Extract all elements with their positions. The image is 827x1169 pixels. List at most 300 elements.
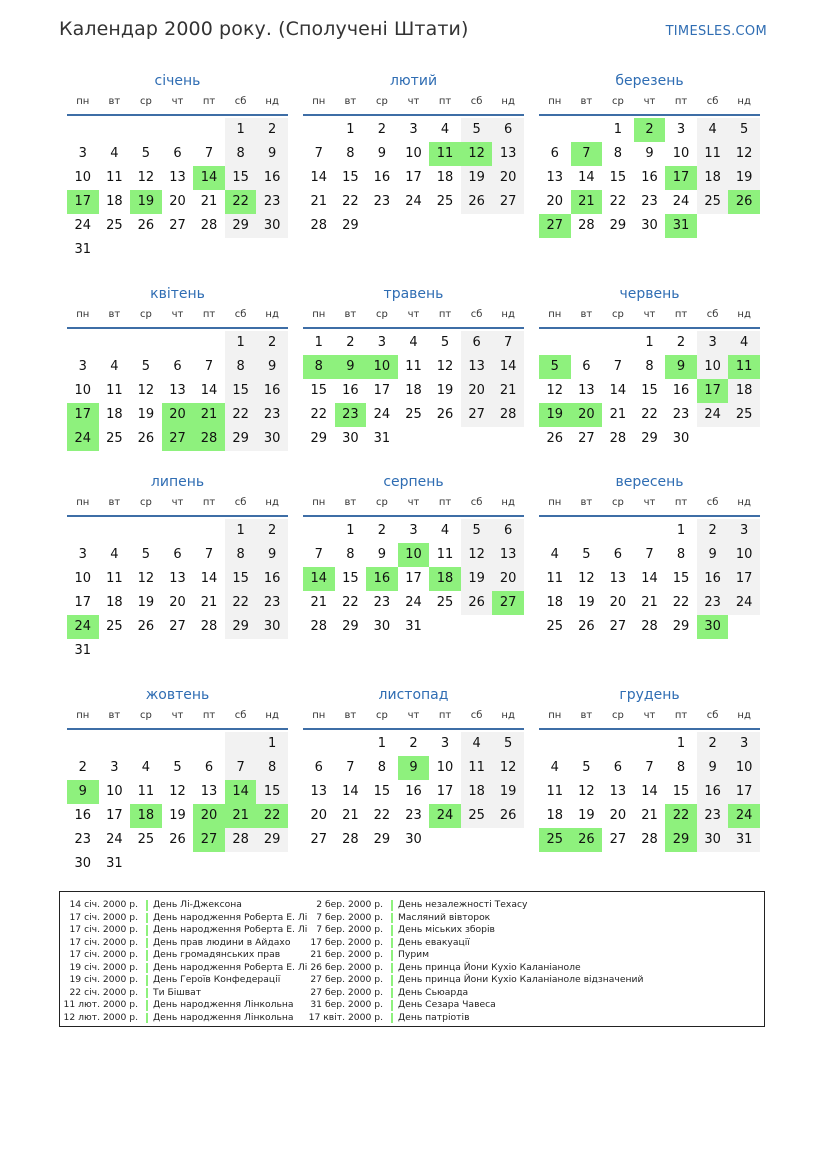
week-row — [303, 615, 524, 639]
day-cell: 18 — [546, 595, 564, 610]
week-row — [303, 828, 524, 852]
month-name: січень — [154, 73, 201, 89]
day-cell: 2 — [409, 736, 418, 751]
empty-cell — [162, 519, 194, 543]
day-cell: 9 — [697, 756, 729, 780]
day-cell: 20 — [461, 379, 493, 403]
day-cell: 19 — [137, 595, 155, 610]
day-cell: 30 — [373, 619, 391, 634]
day-cell: 30 — [641, 218, 658, 233]
day-cell: 1 — [225, 331, 257, 355]
week-row — [67, 118, 288, 142]
day-cell: 10 — [728, 756, 760, 780]
weekday-label: сб — [234, 309, 247, 320]
holiday-name: День міських зборів — [398, 924, 495, 935]
day-cell: 1 — [377, 736, 387, 751]
day-cell: 3 — [78, 146, 87, 161]
day-cell: 3 — [676, 122, 686, 137]
week-row — [67, 852, 288, 876]
weekday-label: пн — [312, 497, 326, 508]
week-row — [67, 190, 288, 214]
day-cell: 28 — [225, 828, 257, 852]
day-cell: 7 — [571, 142, 603, 166]
day-cell: 3 — [78, 547, 87, 562]
week-row — [67, 214, 288, 238]
day-cell: 25 — [728, 403, 760, 427]
day-cell: 17 — [106, 808, 123, 823]
day-cell: 1 — [346, 523, 355, 538]
weekday-label: нд — [737, 309, 751, 320]
empty-cell — [193, 852, 225, 876]
day-cell: 21 — [342, 808, 359, 823]
empty-cell — [429, 615, 461, 639]
weekday-label: нд — [737, 497, 751, 508]
weekday-label: ср — [375, 497, 388, 508]
weekday-label: сб — [234, 96, 247, 107]
day-cell: 5 — [141, 146, 151, 161]
empty-cell — [130, 331, 162, 355]
day-cell: 9 — [256, 355, 288, 379]
empty-cell — [99, 732, 131, 756]
weekday-header — [67, 495, 288, 517]
day-cell: 4 — [141, 760, 151, 775]
day-cell: 18 — [728, 379, 760, 403]
day-cell: 7 — [225, 756, 257, 780]
day-cell: 5 — [440, 335, 450, 350]
week-row — [67, 519, 288, 543]
week-row — [67, 756, 288, 780]
day-cell: 15 — [672, 571, 690, 586]
day-cell: 24 — [672, 194, 690, 209]
month-name: листопад — [378, 687, 449, 703]
holiday-name: День прав людини в Айдахо — [153, 936, 291, 948]
day-cell: 17 — [728, 567, 760, 591]
week-row — [303, 519, 524, 543]
day-cell: 10 — [74, 170, 92, 185]
day-cell: 1 — [225, 118, 257, 142]
day-cell: 26 — [571, 828, 603, 852]
month-name: лютий — [389, 73, 438, 89]
month-2 — [303, 72, 524, 238]
day-cell: 16 — [366, 567, 398, 591]
brand-link[interactable]: TIMESLES.COM — [665, 24, 767, 39]
day-cell: 25 — [697, 190, 729, 214]
day-cell: 16 — [641, 170, 658, 185]
empty-cell — [539, 118, 571, 142]
week-row — [67, 166, 288, 190]
empty-cell — [303, 519, 335, 543]
month-3 — [539, 72, 760, 238]
empty-cell — [602, 331, 634, 355]
day-cell: 15 — [256, 780, 288, 804]
day-cell: 22 — [641, 407, 658, 422]
holiday-date: 14 січ. 2000 р. — [69, 899, 138, 910]
weekday-label: сб — [234, 497, 247, 508]
day-cell: 27 — [169, 619, 186, 634]
empty-cell — [67, 519, 99, 543]
week-row — [539, 427, 760, 451]
holiday-color-marker — [391, 1013, 393, 1024]
day-cell: 11 — [436, 547, 454, 562]
empty-cell — [67, 331, 99, 355]
empty-cell — [602, 519, 634, 543]
holiday-name: Ти Бішват — [153, 986, 202, 998]
day-cell: 30 — [697, 615, 729, 639]
weekday-label: сб — [470, 497, 483, 508]
day-cell: 7 — [204, 547, 214, 562]
week-row — [67, 615, 288, 639]
day-cell: 11 — [106, 383, 123, 398]
weekday-header — [539, 708, 760, 730]
day-cell: 19 — [492, 780, 524, 804]
day-cell: 5 — [728, 118, 760, 142]
holiday-date: 17 бер. 2000 р. — [310, 936, 383, 948]
day-cell: 13 — [578, 383, 595, 398]
day-cell: 17 — [436, 784, 454, 799]
week-row — [303, 379, 524, 403]
day-cell: 16 — [256, 567, 288, 591]
day-cell: 22 — [342, 595, 359, 610]
weekday-header — [67, 307, 288, 329]
month-name: квітень — [150, 286, 205, 302]
day-cell: 18 — [106, 194, 123, 209]
empty-cell — [634, 732, 666, 756]
day-cell: 22 — [672, 595, 690, 610]
weekday-header — [303, 708, 524, 730]
day-cell: 12 — [169, 784, 186, 799]
week-row — [67, 732, 288, 756]
day-cell: 28 — [641, 619, 658, 634]
weekday-label: сб — [706, 309, 719, 320]
holiday-name: День Лі-Джексона — [153, 899, 242, 910]
day-cell: 2 — [377, 122, 387, 137]
day-cell: 4 — [409, 335, 418, 350]
weekday-label: чт — [171, 96, 184, 107]
day-cell: 27 — [169, 218, 186, 233]
holiday-date: 12 лют. 2000 р. — [63, 1011, 138, 1023]
day-cell: 16 — [256, 379, 288, 403]
day-cell: 29 — [665, 828, 697, 852]
week-row — [67, 403, 288, 427]
day-cell: 16 — [74, 808, 92, 823]
weekday-label: нд — [501, 309, 515, 320]
month-name: липень — [150, 474, 205, 490]
day-cell: 23 — [256, 591, 288, 615]
day-cell: 30 — [342, 431, 359, 446]
day-cell: 10 — [74, 571, 92, 586]
day-cell: 13 — [461, 355, 493, 379]
day-cell: 13 — [169, 383, 186, 398]
day-cell: 26 — [137, 619, 155, 634]
day-cell: 3 — [728, 732, 760, 756]
empty-cell — [492, 615, 524, 639]
month-9 — [539, 473, 760, 639]
day-cell: 23 — [373, 194, 391, 209]
day-cell: 5 — [461, 519, 493, 543]
day-cell: 28 — [609, 431, 627, 446]
empty-cell — [571, 519, 603, 543]
empty-cell — [634, 519, 666, 543]
holiday-name: День принца Йони Кухіо Каланіаноле відзначений — [398, 974, 644, 985]
day-cell: 26 — [546, 431, 564, 446]
weekday-label: ср — [375, 96, 388, 107]
day-cell: 23 — [373, 595, 391, 610]
day-cell: 15 — [342, 571, 359, 586]
day-cell: 14 — [303, 567, 335, 591]
empty-cell — [492, 828, 524, 852]
day-cell: 15 — [641, 383, 658, 398]
weekday-label: чт — [643, 309, 656, 320]
day-cell: 11 — [137, 784, 155, 799]
day-cell: 6 — [613, 547, 623, 562]
holiday-name: День евакуації — [398, 936, 470, 948]
day-cell: 7 — [645, 547, 654, 562]
empty-cell — [303, 732, 335, 756]
day-cell: 7 — [346, 760, 355, 775]
day-cell: 29 — [225, 615, 257, 639]
holiday-name: Масляний вівторок — [398, 911, 491, 923]
holiday-color-marker — [391, 925, 393, 936]
day-cell: 21 — [310, 595, 328, 610]
day-cell: 31 — [405, 619, 422, 634]
weekday-header — [67, 94, 288, 116]
day-cell: 12 — [461, 543, 493, 567]
month-days — [67, 732, 288, 876]
empty-cell — [130, 118, 162, 142]
weekday-label: ср — [611, 710, 624, 721]
empty-cell — [461, 828, 493, 852]
week-row — [67, 780, 288, 804]
week-row — [539, 190, 760, 214]
month-name: березень — [615, 73, 684, 89]
weekday-label: вт — [344, 710, 357, 721]
holiday-color-marker — [391, 913, 393, 924]
day-cell: 20 — [546, 194, 564, 209]
week-row — [539, 331, 760, 355]
day-cell: 6 — [492, 118, 524, 142]
empty-cell — [461, 214, 493, 238]
day-cell: 5 — [492, 732, 524, 756]
day-cell: 10 — [405, 146, 422, 161]
day-cell: 24 — [728, 591, 760, 615]
weekday-label: вт — [580, 710, 593, 721]
day-cell: 8 — [225, 355, 257, 379]
weekday-label: нд — [265, 710, 279, 721]
day-cell: 8 — [256, 756, 288, 780]
day-cell: 18 — [429, 567, 461, 591]
weekday-label: нд — [501, 710, 515, 721]
day-cell: 4 — [110, 547, 119, 562]
empty-cell — [67, 118, 99, 142]
day-cell: 21 — [200, 595, 218, 610]
day-cell: 20 — [310, 808, 328, 823]
day-cell: 8 — [676, 547, 686, 562]
day-cell: 17 — [67, 403, 99, 427]
holiday-date: 17 січ. 2000 р. — [69, 924, 138, 935]
empty-cell — [162, 639, 194, 663]
month-days — [67, 519, 288, 663]
day-cell: 2 — [377, 523, 387, 538]
page-title: Календар 2000 року. (Сполучені Штати) — [59, 18, 469, 40]
day-cell: 30 — [74, 856, 92, 871]
day-cell: 15 — [373, 784, 391, 799]
day-cell: 2 — [676, 335, 686, 350]
weekday-label: пт — [202, 497, 216, 508]
day-cell: 24 — [405, 595, 422, 610]
day-cell: 25 — [106, 619, 123, 634]
holiday-color-marker — [391, 1000, 393, 1011]
empty-cell — [193, 118, 225, 142]
day-cell: 24 — [106, 832, 123, 847]
weekday-label: ср — [611, 497, 624, 508]
day-cell: 1 — [314, 335, 323, 350]
day-cell: 21 — [310, 194, 328, 209]
month-name: вересень — [615, 474, 684, 490]
day-cell: 21 — [193, 403, 225, 427]
day-cell: 31 — [373, 431, 391, 446]
day-cell: 28 — [200, 218, 218, 233]
day-cell: 29 — [225, 427, 257, 451]
holiday-color-marker — [391, 975, 393, 986]
day-cell: 26 — [578, 619, 595, 634]
day-cell: 9 — [256, 142, 288, 166]
holiday-date: 27 бер. 2000 р. — [310, 974, 383, 985]
day-cell: 11 — [697, 142, 729, 166]
empty-cell — [697, 427, 729, 451]
day-cell: 20 — [169, 595, 186, 610]
empty-cell — [162, 118, 194, 142]
empty-cell — [256, 639, 288, 663]
day-cell: 10 — [436, 760, 454, 775]
day-cell: 6 — [550, 146, 559, 161]
holiday-name: День громадянських прав — [153, 949, 281, 960]
day-cell: 10 — [728, 543, 760, 567]
holiday-date: 17 січ. 2000 р. — [69, 911, 138, 923]
day-cell: 14 — [225, 780, 257, 804]
empty-cell — [539, 331, 571, 355]
day-cell: 20 — [492, 166, 524, 190]
weekday-label: чт — [643, 96, 656, 107]
empty-cell — [366, 214, 398, 238]
day-cell: 20 — [571, 403, 603, 427]
week-row — [67, 639, 288, 663]
day-cell: 13 — [492, 543, 524, 567]
day-cell: 8 — [225, 142, 257, 166]
day-cell: 4 — [461, 732, 493, 756]
day-cell: 24 — [728, 804, 760, 828]
day-cell: 14 — [492, 355, 524, 379]
empty-cell — [728, 214, 760, 238]
empty-cell — [162, 732, 194, 756]
weekday-label: чт — [407, 96, 420, 107]
day-cell: 21 — [641, 595, 658, 610]
day-cell: 14 — [310, 170, 328, 185]
empty-cell — [99, 331, 131, 355]
weekday-label: пн — [76, 309, 90, 320]
weekday-label: ср — [139, 710, 152, 721]
holiday-color-marker — [146, 988, 148, 999]
month-days — [539, 331, 760, 451]
day-cell: 14 — [193, 166, 225, 190]
day-cell: 11 — [106, 571, 123, 586]
day-cell: 27 — [193, 828, 225, 852]
day-cell: 20 — [169, 194, 186, 209]
holiday-date: 22 січ. 2000 р. — [69, 986, 138, 998]
week-row — [303, 403, 524, 427]
day-cell: 15 — [672, 784, 690, 799]
empty-cell — [130, 639, 162, 663]
empty-cell — [492, 427, 524, 451]
weekday-label: пт — [202, 309, 216, 320]
day-cell: 8 — [676, 760, 686, 775]
day-cell: 2 — [346, 335, 355, 350]
empty-cell — [162, 331, 194, 355]
day-cell: 4 — [550, 547, 559, 562]
week-row — [539, 214, 760, 238]
day-cell: 27 — [162, 427, 194, 451]
day-cell: 2 — [634, 118, 666, 142]
day-cell: 10 — [398, 543, 430, 567]
week-row — [539, 379, 760, 403]
day-cell: 13 — [169, 571, 186, 586]
day-cell: 3 — [377, 335, 387, 350]
holiday-date: 19 січ. 2000 р. — [69, 961, 138, 973]
day-cell: 31 — [665, 214, 697, 238]
holiday-name: День народження Роберта Е. Лі — [153, 924, 308, 935]
weekday-label: пт — [438, 309, 452, 320]
day-cell: 12 — [728, 142, 760, 166]
day-cell: 27 — [492, 591, 524, 615]
day-cell: 7 — [204, 146, 214, 161]
day-cell: 26 — [492, 804, 524, 828]
holiday-color-marker — [391, 938, 393, 949]
day-cell: 14 — [200, 571, 218, 586]
empty-cell — [193, 238, 225, 262]
month-days — [539, 732, 760, 852]
weekday-label: чт — [171, 497, 184, 508]
day-cell: 14 — [609, 383, 627, 398]
day-cell: 13 — [546, 170, 564, 185]
day-cell: 20 — [193, 804, 225, 828]
day-cell: 25 — [405, 407, 422, 422]
empty-cell — [571, 732, 603, 756]
week-row — [303, 190, 524, 214]
empty-cell — [398, 214, 430, 238]
weekday-label: вт — [108, 497, 121, 508]
day-cell: 24 — [67, 615, 99, 639]
holiday-date: 27 бер. 2000 р. — [310, 986, 383, 998]
day-cell: 1 — [676, 523, 686, 538]
day-cell: 9 — [377, 146, 387, 161]
day-cell: 23 — [74, 832, 92, 847]
weekday-label: нд — [501, 497, 515, 508]
day-cell: 26 — [461, 190, 493, 214]
weekday-label: пт — [674, 309, 688, 320]
week-row — [539, 828, 760, 852]
week-row — [303, 427, 524, 451]
day-cell: 1 — [225, 519, 257, 543]
weekday-label: сб — [234, 710, 247, 721]
week-row — [539, 118, 760, 142]
day-cell: 12 — [461, 142, 493, 166]
week-row — [539, 591, 760, 615]
day-cell: 13 — [609, 784, 627, 799]
holiday-name: Пурим — [398, 949, 430, 960]
day-cell: 5 — [461, 118, 493, 142]
empty-cell — [571, 118, 603, 142]
day-cell: 29 — [225, 214, 257, 238]
holiday-color-marker — [146, 913, 148, 924]
